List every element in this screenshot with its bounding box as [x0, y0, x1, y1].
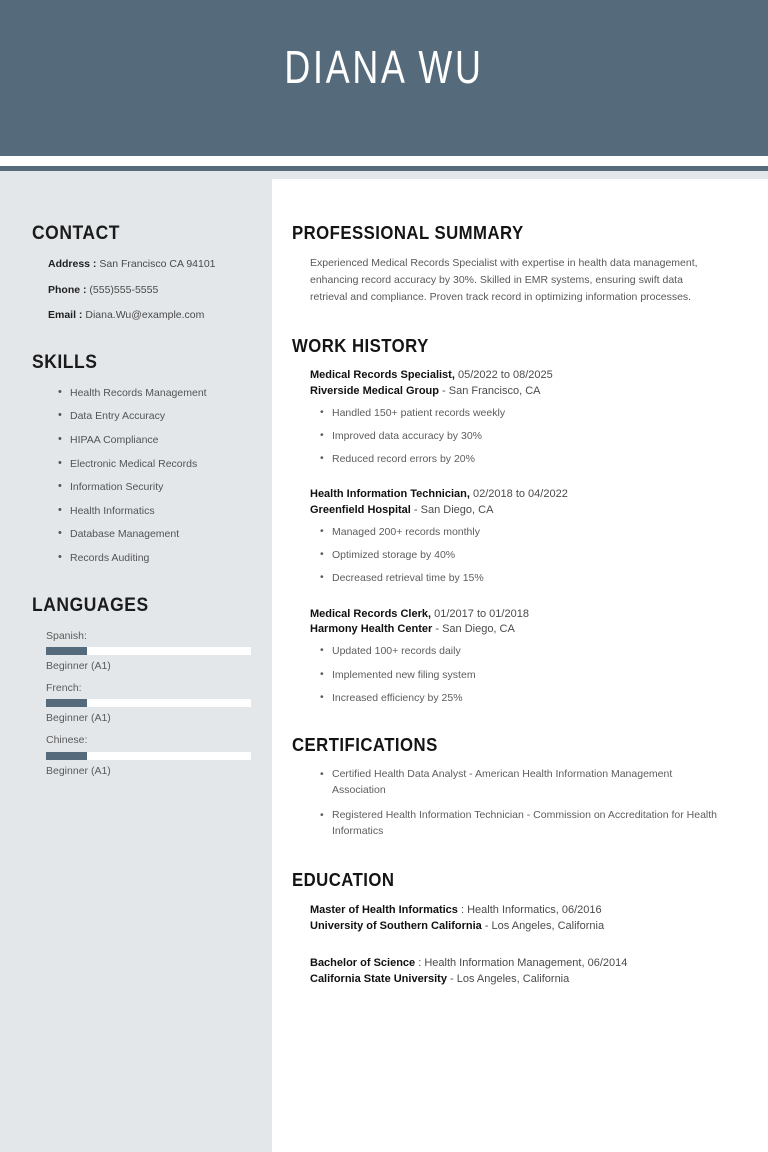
job-company-line [310, 622, 744, 638]
job-bullet-list [320, 645, 744, 704]
job-title: Medical Records Specialist, [310, 369, 455, 381]
list-item: • Optimized storage by 40% [320, 549, 744, 562]
job-separator: - [442, 384, 446, 397]
education-field: : Health Information Management, 06/2014 [418, 956, 628, 969]
list-item: • Managed 200+ records monthly [320, 526, 744, 539]
header-banner [0, 0, 768, 156]
list-item: • Decreased retrieval time by 15% [320, 572, 744, 585]
education-entry [310, 902, 744, 935]
list-item: • Database Management [58, 528, 250, 541]
job-company: Greenfield Hospital [310, 504, 411, 517]
contact-address-label: Address : [48, 258, 97, 270]
education-separator: - [484, 920, 489, 933]
list-item: • Registered Health Information Technician - Commission on Accreditation for Health Informatics [320, 808, 727, 840]
contact-email-label: Email : [48, 309, 83, 322]
language-progress-fill [46, 752, 87, 760]
skills-section [32, 352, 250, 565]
work-history-section [292, 336, 744, 705]
education-section [292, 870, 744, 988]
languages-section [32, 595, 250, 778]
job-title: Medical Records Clerk, [310, 607, 432, 620]
certifications-heading: CERTIFICATIONS [292, 734, 438, 755]
contact-phone-value: (555)555-5555 [89, 283, 159, 296]
education-heading: EDUCATION [292, 869, 395, 890]
job-separator: - [413, 504, 418, 517]
job-entry [310, 607, 744, 705]
contact-email [48, 309, 250, 322]
skills-list [58, 387, 250, 565]
professional-summary-text: Experienced Medical Records Specialist with expertise in health data management, enhancing record accuracy by 30%. Skilled in EMR systems, ensuring swift data retrieval and compliance. Proven track record in optimizing information processes. [310, 257, 698, 303]
education-entry [310, 955, 744, 988]
education-degree: Master of Health Informatics [310, 903, 458, 916]
contact-heading: CONTACT [32, 223, 121, 244]
list-item: • HIPAA Compliance [58, 434, 250, 447]
job-bullet-list [320, 407, 744, 466]
language-level: Beginner (A1) [46, 660, 111, 673]
job-title-line [310, 487, 744, 503]
job-dates: 02/2018 to 04/2022 [473, 488, 568, 501]
language-name: Chinese: [46, 733, 88, 746]
job-title-line [310, 607, 744, 623]
list-item: • Reduced record errors by 20% [320, 453, 744, 466]
job-entry [310, 368, 744, 466]
languages-heading: LANGUAGES [32, 594, 149, 616]
contact-address [48, 258, 250, 271]
list-item: • Health Records Management [58, 387, 250, 400]
skills-heading: SKILLS [32, 351, 98, 373]
language-name: Spanish: [46, 629, 87, 642]
language-item [32, 734, 250, 777]
professional-summary-section [292, 223, 744, 306]
language-item [32, 630, 250, 673]
job-location: San Diego, CA [442, 623, 515, 636]
contact-address-value: San Francisco CA 94101 [99, 258, 216, 270]
list-item: • Increased efficiency by 25% [320, 692, 744, 705]
list-item: • Electronic Medical Records [58, 458, 250, 471]
professional-summary-heading: PROFESSIONAL SUMMARY [292, 223, 524, 243]
job-company: Riverside Medical Group [310, 384, 439, 397]
job-bullet-list [320, 526, 744, 585]
language-progress-track [46, 699, 251, 707]
contact-phone [48, 284, 250, 297]
contact-phone-label: Phone : [48, 283, 87, 296]
language-item [32, 682, 250, 725]
certifications-list [320, 767, 744, 840]
work-history-heading: WORK HISTORY [292, 336, 429, 356]
list-item: • Improved data accuracy by 30% [320, 430, 744, 443]
list-item: • Information Security [58, 481, 250, 494]
education-school-line [310, 971, 744, 988]
job-separator: - [435, 623, 439, 636]
education-degree-line [310, 902, 744, 919]
education-field: : Health Informatics, 06/2016 [460, 903, 602, 916]
education-separator: - [450, 973, 454, 986]
job-location: San Diego, CA [420, 504, 494, 517]
contact-section [32, 223, 250, 322]
certifications-section [292, 735, 744, 840]
sidebar [0, 179, 272, 1152]
language-progress-fill [46, 647, 87, 655]
job-title: Health Information Technician, [310, 488, 470, 501]
list-item: • Certified Health Data Analyst - American Health Information Management Association [320, 767, 727, 799]
job-location: San Francisco, CA [448, 384, 541, 397]
list-item: • Data Entry Accuracy [58, 410, 250, 423]
education-school-line [310, 918, 744, 935]
language-progress-fill [46, 699, 87, 707]
education-degree-line [310, 955, 744, 972]
language-level: Beginner (A1) [46, 764, 111, 777]
contact-email-value: Diana.Wu@example.com [85, 309, 205, 322]
list-item: • Health Informatics [58, 505, 250, 518]
language-name: French: [46, 681, 82, 694]
language-level: Beginner (A1) [46, 712, 111, 725]
list-item: • Records Auditing [58, 552, 250, 565]
list-item: • Updated 100+ records daily [320, 645, 744, 658]
job-company-line [310, 503, 744, 519]
education-school: University of Southern California [310, 920, 482, 933]
list-item: • Implemented new filing system [320, 669, 744, 682]
main-content [292, 179, 744, 988]
job-title-line [310, 368, 744, 384]
job-company: Harmony Health Center [310, 623, 433, 636]
job-dates: 01/2017 to 01/2018 [434, 607, 529, 620]
job-entry [310, 487, 744, 585]
contact-list [48, 258, 250, 322]
header-accent-underlay [0, 171, 768, 179]
page-title: DIANA WU [284, 41, 484, 93]
language-progress-track [46, 752, 251, 760]
education-location: Los Angeles, California [491, 920, 605, 933]
education-school: California State University [310, 973, 447, 986]
job-company-line [310, 384, 744, 400]
language-progress-track [46, 647, 251, 655]
list-item: • Handled 150+ patient records weekly [320, 407, 744, 420]
education-degree: Bachelor of Science [310, 956, 416, 969]
education-location: Los Angeles, California [456, 973, 570, 986]
job-dates: 05/2022 to 08/2025 [457, 369, 553, 381]
